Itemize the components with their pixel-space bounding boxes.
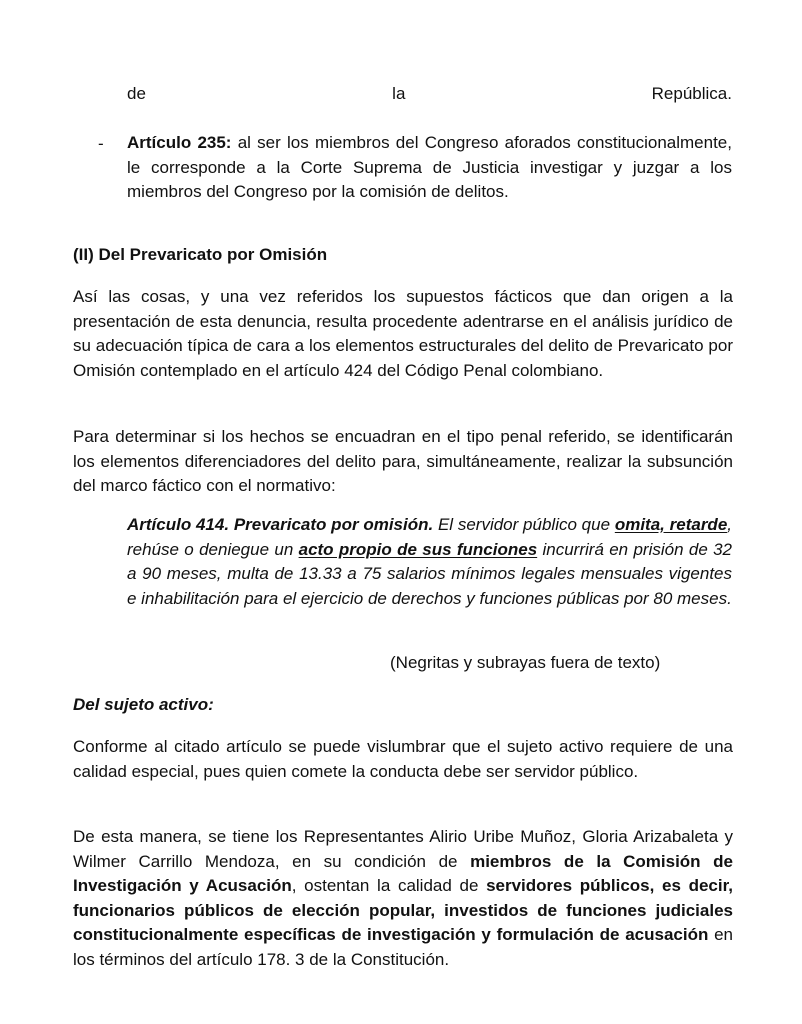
quoted-article-414 [127, 513, 732, 611]
paragraph-3: Conforme al citado artículo se puede vislumbrar que el sujeto activo requiere de una calidad especial, pues quien comete la conducta debe ser servidor público. [73, 737, 733, 781]
bullet-label: Artículo 235: [127, 133, 232, 152]
para4-bold-1: miembros de la Comisión de Investigación y Acusación [73, 851, 733, 895]
section-heading-sujeto-activo: Del sujeto activo: [73, 695, 214, 714]
emphasis-note: (Negritas y subrayas fuera de texto) [390, 653, 661, 672]
quote-underlined-1: omita, retarde [614, 515, 728, 534]
quote-text-3: incurrirá en prisión de 32 a 90 meses, multa de 13.33 a 75 salarios mínimos legales mensuales vigentes e inhabilitación para el ejercicio de derechos y funciones públicas por 80 meses. [127, 539, 733, 608]
section-heading-prevaricato: (II) Del Prevaricato por Omisión [73, 245, 328, 264]
paragraph-2: Para determinar si los hechos se encuadran en el tipo penal referido, se identificarán los elementos diferenciadores del delito para, simultáneamente, realizar la subsunción del marco fáctico con el normativo: [73, 427, 733, 495]
bullet-article-235 [127, 131, 732, 205]
word-la: la [392, 84, 406, 103]
quote-text-2: , rehúse o deniegue un [127, 515, 733, 559]
para4-text-3: en los términos del artículo 178. 3 de la Constitución. [73, 925, 733, 969]
bullet-text: al ser los miembros del Congreso aforados constitucionalmente, le corresponde a la Corte Suprema de Justicia investigar y juzgar a los miembros del Congreso por la comisión de delitos. [127, 133, 732, 201]
continued-line [127, 82, 732, 106]
para4-text-2: , ostentan la calidad de [291, 876, 487, 895]
word-republica: República. [651, 84, 732, 103]
quote-title: Artículo 414. Prevaricato por omisión. [127, 515, 434, 534]
para4-text-1: De esta manera, se tiene los Representantes Alirio Uribe Muñoz, Gloria Arizabaleta y Wilmer Carrillo Mendoza, en su condición de [73, 827, 733, 871]
word-de: de [127, 84, 146, 103]
para4-bold-2: servidores públicos, es decir, funcionarios públicos de elección popular, investidos de funciones judiciales constitucionalmente específicas de investigación y formulación de acusación [73, 876, 734, 944]
quote-underlined-2: acto propio de sus funciones [298, 539, 538, 559]
bullet-dash: - [98, 134, 104, 153]
paragraph-1: Así las cosas, y una vez referidos los supuestos fácticos que dan origen a la presentación de esta denuncia, resulta procedente adentrarse en el análisis jurídico de su adecuación típica de cara a los elementos estructurales del delito de Prevaricato por Omisión contemplado en el artículo 424 del Código Penal colombiano. [73, 287, 733, 380]
paragraph-4 [73, 825, 733, 972]
quote-text-1: El servidor público que [433, 515, 615, 534]
